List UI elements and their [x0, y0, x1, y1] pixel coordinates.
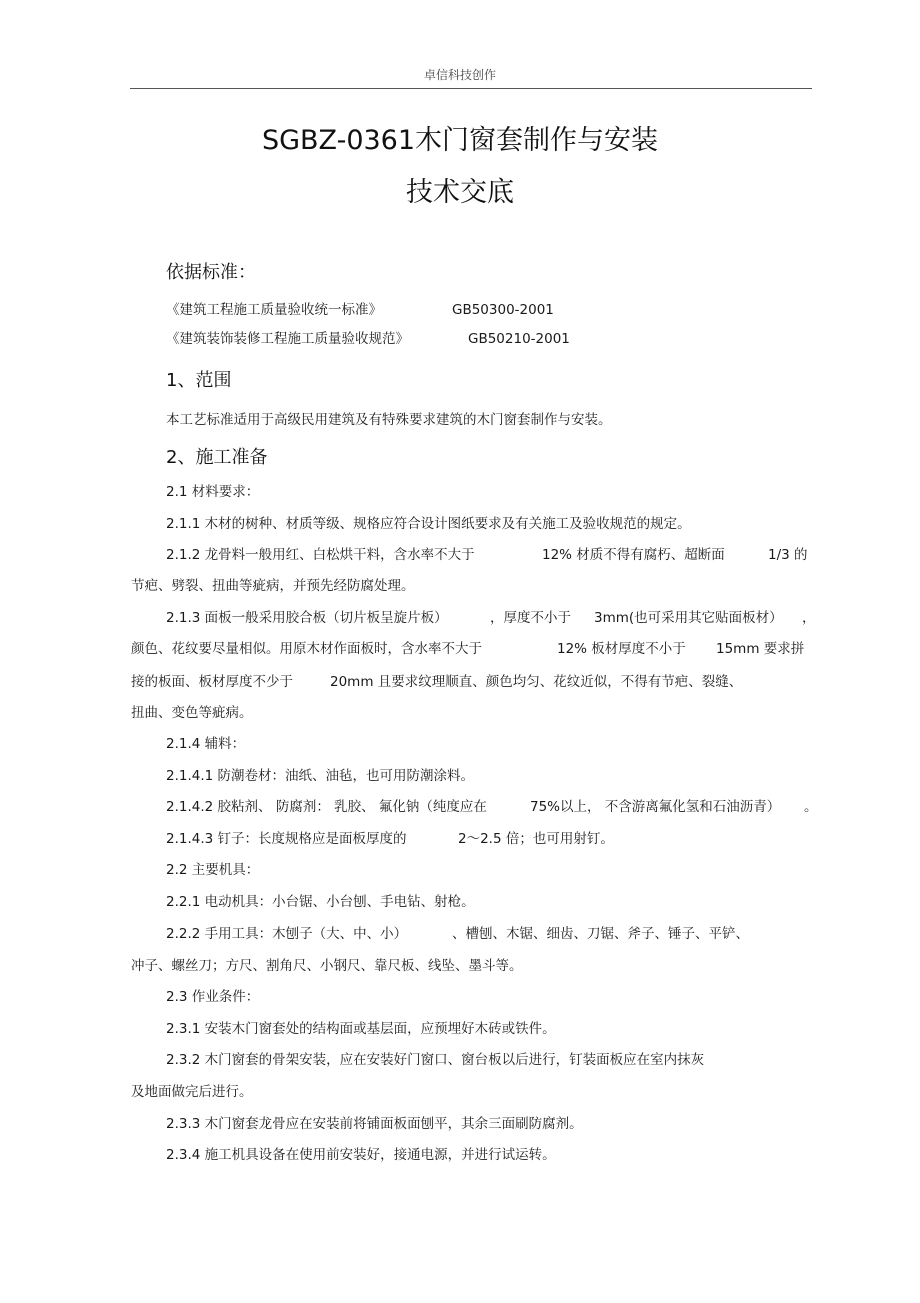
- standard-name: 《建筑装饰装修工程施工质量验收规范》: [166, 331, 409, 347]
- paragraph-2-1-4-1: 2.1.4.1 防潮卷材：油纸、油毡，也可用防潮涂料。: [166, 768, 475, 784]
- paragraph-2-1-3-part: ，: [802, 610, 816, 626]
- paragraph-2-1-3-part: 12% 板材厚度不小于: [557, 641, 686, 657]
- paragraph-2-1-4-3-part: 2～2.5 倍；也可用射钉。: [458, 831, 614, 847]
- paragraph-2-3-2: 2.3.2 木门窗套的骨架安装，应在安装好门窗口、窗台板以后进行，钉装面板应在室内抹灰: [166, 1052, 705, 1068]
- paragraph-2-3-2-cont: 及地面做完后进行。: [131, 1084, 253, 1100]
- paragraph-2-1-3-part: 15mm 要求拼: [716, 641, 805, 657]
- paragraph-2-2-1: 2.2.1 电动机具：小台锯、小台刨、手电钻、射枪。: [166, 894, 475, 910]
- header-divider: [130, 88, 812, 89]
- paragraph-2-1-4-2: 2.1.4.2 胶粘剂、 防腐剂： 乳胶、 氟化钠（纯度应在: [166, 799, 487, 815]
- paragraph-2-1-2-cont: 节疤、劈裂、扭曲等疵病，并预先经防腐处理。: [131, 578, 415, 594]
- standard-code: GB50210-2001: [468, 331, 570, 347]
- paragraph-2-1-2: 2.1.2 龙骨料一般用红、白松烘干料，含水率不大于: [166, 547, 475, 563]
- page-header: 卓信科技创作: [423, 68, 496, 82]
- paragraph-2-1-3-part: 20mm 且要求纹理顺直、颜色均匀、花纹近似，不得有节疤、裂缝、: [330, 674, 743, 690]
- paragraph-2-1-3-part: ，厚度不小于: [490, 610, 571, 626]
- paragraph-2-1-4-2-part: 75%以上， 不含游离氟化氢和石油沥青）: [530, 799, 781, 815]
- paragraph-2-1-3-cont: 颜色、花纹要尽量相似。用原木材作面板时，含水率不大于: [131, 641, 482, 657]
- document-title: SGBZ-0361木门窗套制作与安装: [261, 125, 659, 156]
- subsection-2-1: 2.1 材料要求：: [166, 484, 260, 500]
- paragraph-2-1-2-part: 12% 材质不得有腐朽、超断面: [542, 547, 725, 563]
- basis-heading: 依据标准：: [166, 262, 256, 283]
- paragraph-2-3-4: 2.3.4 施工机具设备在使用前安装好，接通电源，并进行试运转。: [166, 1147, 556, 1163]
- paragraph-2-3-1: 2.3.1 安装木门窗套处的结构面或基层面，应预埋好木砖或铁件。: [166, 1021, 556, 1037]
- paragraph-2-2-2-part: 、槽刨、木锯、细齿、刀锯、斧子、锤子、平铲、: [452, 926, 749, 942]
- paragraph-2-2-2: 2.2.2 手用工具：木刨子（大、中、小）: [166, 926, 408, 942]
- standard-name: 《建筑工程施工质量验收统一标准》: [166, 302, 382, 318]
- paragraph-2-1-3: 2.1.3 面板一般采用胶合板（切片板呈旋片板）: [166, 610, 448, 626]
- paragraph-2-2-2-cont: 冲子、螺丝刀；方尺、割角尺、小钢尺、靠尺板、线坠、墨斗等。: [131, 958, 523, 974]
- paragraph-2-1-3-cont: 扭曲、变色等疵病。: [131, 705, 253, 721]
- paragraph-2-1-2-part: 1/3 的: [768, 547, 808, 563]
- document-subtitle: 技术交底: [406, 177, 514, 208]
- paragraph-2-1-3-cont: 接的板面、板材厚度不少于: [131, 674, 293, 690]
- paragraph-2-1-4-3: 2.1.4.3 钉子：长度规格应是面板厚度的: [166, 831, 407, 847]
- subsection-2-3: 2.3 作业条件：: [166, 989, 260, 1005]
- paragraph-2-1-4: 2.1.4 辅料：: [166, 736, 246, 752]
- paragraph-2-3-3: 2.3.3 木门窗套龙骨应在安装前将铺面板面刨平，其余三面刷防腐剂。: [166, 1116, 583, 1132]
- paragraph-2-1-3-part: 3mm(也可采用其它贴面板材）: [594, 610, 783, 626]
- section-heading-prep: 2、施工准备: [166, 447, 268, 468]
- paragraph-2-1-4-2-part: 。: [804, 799, 818, 815]
- standard-code: GB50300-2001: [452, 302, 554, 318]
- scope-text: 本工艺标准适用于高级民用建筑及有特殊要求建筑的木门窗套制作与安装。: [166, 412, 612, 428]
- subsection-2-2: 2.2 主要机具：: [166, 862, 260, 878]
- section-heading-scope: 1、范围: [166, 370, 232, 391]
- paragraph-2-1-1: 2.1.1 木材的树种、材质等级、规格应符合设计图纸要求及有关施工及验收规范的规定。: [166, 516, 691, 532]
